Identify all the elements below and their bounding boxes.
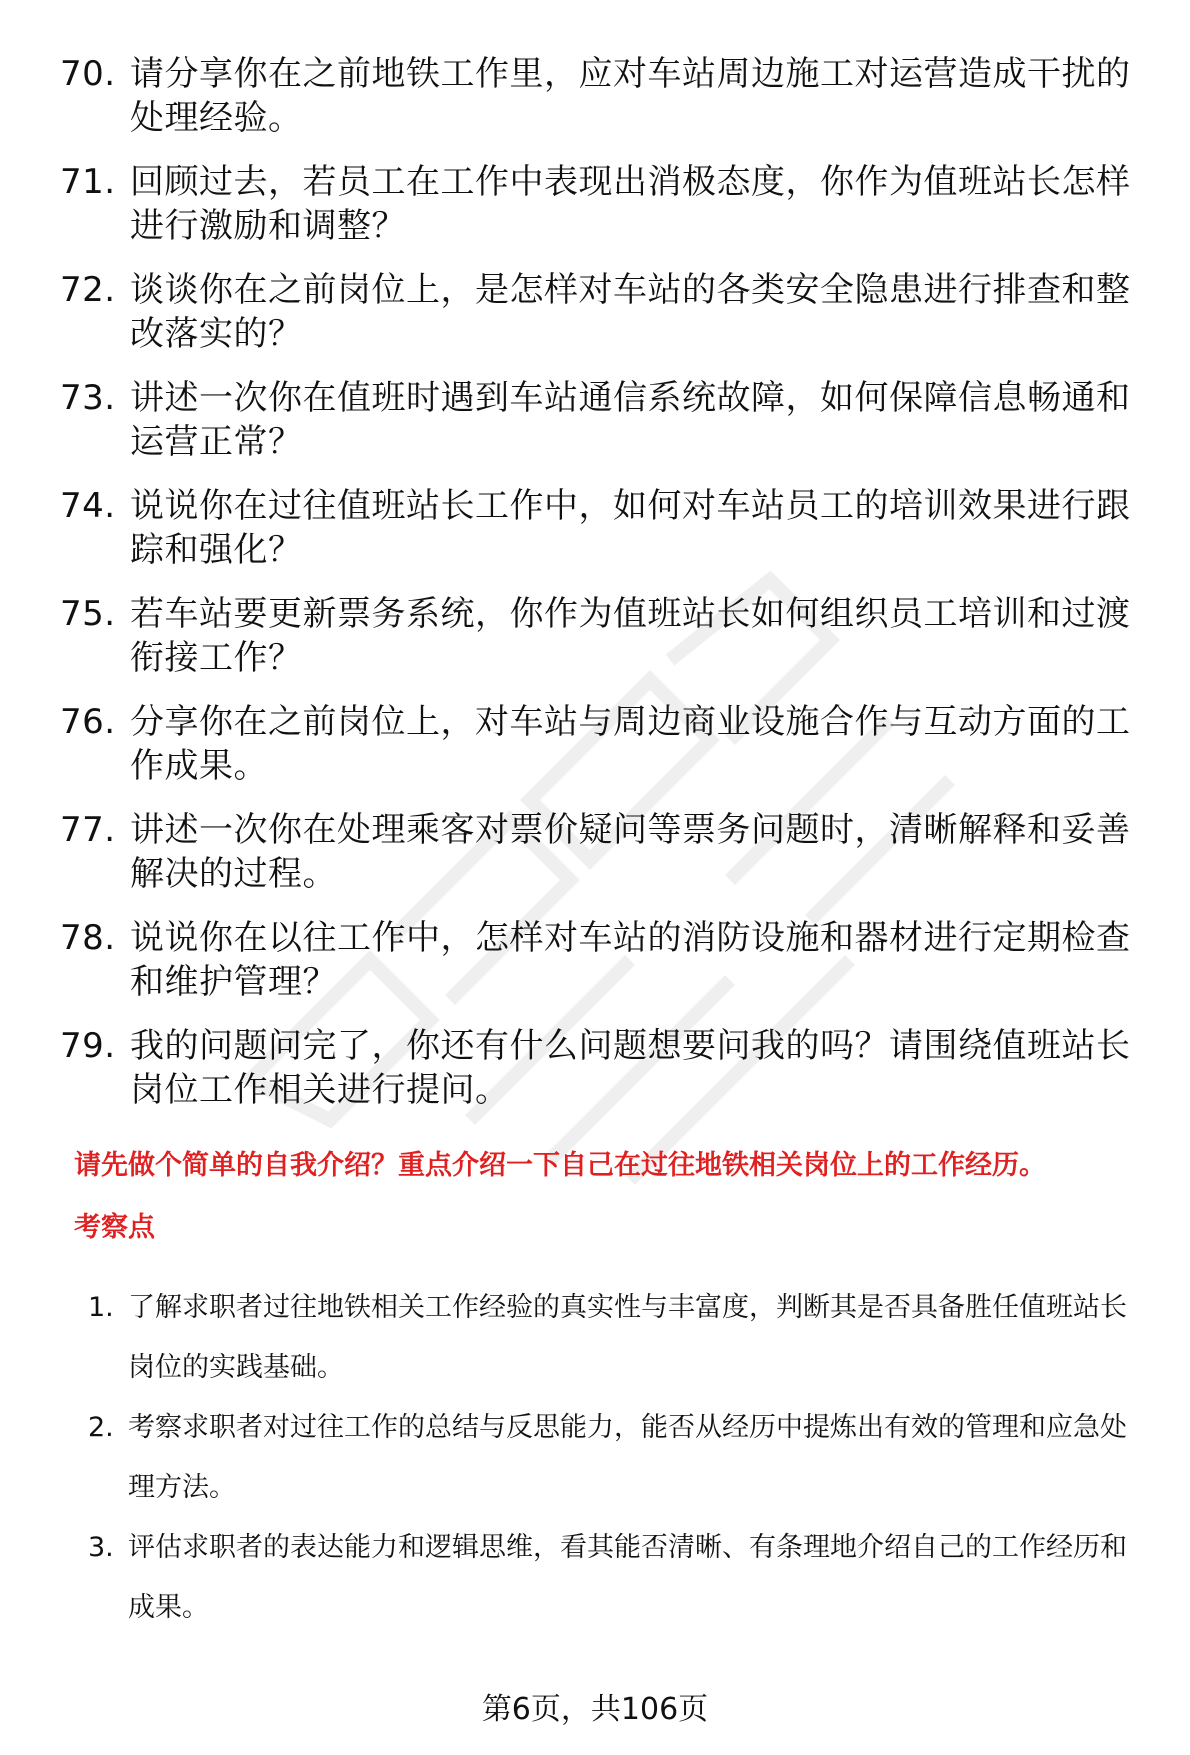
- question-text: 讲述一次你在值班时遇到车站通信系统故障，如何保障信息畅通和运营正常？: [130, 378, 1131, 462]
- question-text: 请分享你在之前地铁工作里，应对车站周边施工对运营造成干扰的处理经验。: [130, 54, 1131, 138]
- question-item: [60, 160, 1150, 248]
- point-text: 了解求职者过往地铁相关工作经验的真实性与丰富度，判断其是否具备胜任值班站长岗位的实践基础。: [128, 1292, 1127, 1383]
- section-subtitle: 考察点: [74, 1212, 155, 1243]
- assessment-points-list: [88, 1278, 1152, 1638]
- point-number: 1.: [88, 1292, 114, 1323]
- question-item: [60, 592, 1150, 680]
- question-item: [60, 808, 1150, 896]
- question-text: 说说你在以往工作中，怎样对车站的消防设施和器材进行定期检查和维护管理？: [130, 918, 1131, 1002]
- question-number: 75.: [60, 594, 116, 634]
- question-item: [60, 1024, 1150, 1112]
- section-question-title: 请先做个简单的自我介绍？重点介绍一下自己在过往地铁相关岗位上的工作经历。: [74, 1150, 1046, 1181]
- question-text: 讲述一次你在处理乘客对票价疑问等票务问题时，清晰解释和妥善解决的过程。: [130, 810, 1131, 894]
- question-number: 76.: [60, 702, 116, 742]
- assessment-point: [88, 1278, 1152, 1398]
- question-number: 70.: [60, 54, 116, 94]
- question-text: 回顾过去，若员工在工作中表现出消极态度，你作为值班站长怎样进行激励和调整？: [130, 162, 1131, 246]
- point-number: 2.: [88, 1412, 114, 1443]
- question-number: 72.: [60, 270, 116, 310]
- question-text: 分享你在之前岗位上，对车站与周边商业设施合作与互动方面的工作成果。: [130, 702, 1131, 786]
- question-list: [60, 52, 1150, 1132]
- question-text: 我的问题问完了，你还有什么问题想要问我的吗？请围绕值班站长岗位工作相关进行提问。: [130, 1026, 1131, 1110]
- question-item: [60, 700, 1150, 788]
- question-text: 谈谈你在之前岗位上，是怎样对车站的各类安全隐患进行排查和整改落实的？: [130, 270, 1131, 354]
- question-number: 71.: [60, 162, 116, 202]
- question-number: 79.: [60, 1026, 116, 1066]
- question-text: 说说你在过往值班站长工作中，如何对车站员工的培训效果进行跟踪和强化？: [130, 486, 1131, 570]
- assessment-point: [88, 1398, 1152, 1518]
- point-text: 评估求职者的表达能力和逻辑思维，看其能否清晰、有条理地介绍自己的工作经历和成果。: [128, 1532, 1127, 1623]
- question-item: [60, 268, 1150, 356]
- question-item: [60, 916, 1150, 1004]
- question-number: 77.: [60, 810, 116, 850]
- question-item: [60, 376, 1150, 464]
- question-number: 74.: [60, 486, 116, 526]
- question-item: [60, 52, 1150, 140]
- question-number: 73.: [60, 378, 116, 418]
- question-text: 若车站要更新票务系统，你作为值班站长如何组织员工培训和过渡衔接工作？: [130, 594, 1131, 678]
- point-text: 考察求职者对过往工作的总结与反思能力，能否从经历中提炼出有效的管理和应急处理方法。: [128, 1412, 1127, 1503]
- question-number: 78.: [60, 918, 116, 958]
- page-footer: 第6页，共106页: [481, 1692, 709, 1727]
- point-number: 3.: [88, 1532, 114, 1563]
- question-item: [60, 484, 1150, 572]
- assessment-point: [88, 1518, 1152, 1638]
